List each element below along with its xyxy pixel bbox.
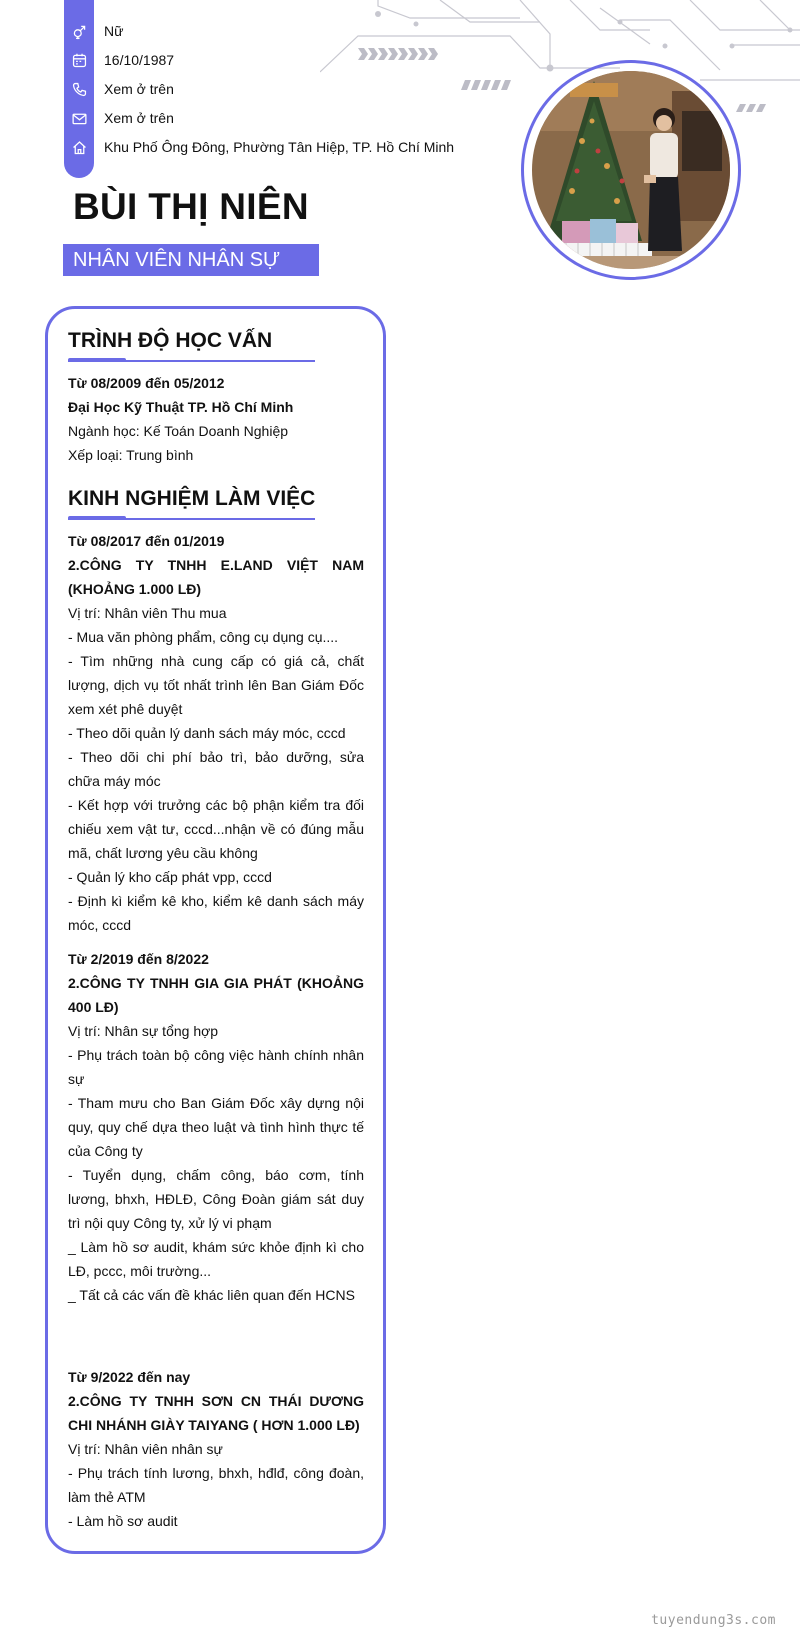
candidate-name: BÙI THỊ NIÊN	[73, 186, 309, 227]
job-duty: - Phụ trách toàn bộ công việc hành chính nhân sự	[68, 1047, 364, 1087]
job-company: 2.CÔNG TY TNHH E.LAND VIỆT NAM (KHOẢNG 1.000 LĐ)	[68, 557, 364, 597]
home-icon	[64, 132, 94, 162]
job-company: 2.CÔNG TY TNHH GIA GIA PHÁT (KHOẢNG 400 LĐ)	[68, 975, 364, 1015]
info-gender	[64, 16, 123, 46]
job-duty: - Phụ trách tính lương, bhxh, hđlđ, công đoàn, làm thẻ ATM	[68, 1465, 364, 1505]
job-duty: - Tham mưu cho Ban Giám Đốc xây dựng nội quy, quy chế dựa theo luật và tình hình thực tế của Công ty	[68, 1095, 364, 1159]
job-duty: - Tìm những nhà cung cấp có giá cả, chất lượng, dịch vụ tốt nhất trình lên Ban Giám Đốc xem xét phê duyệt	[68, 653, 364, 717]
education-grade: Xếp loại: Trung bình	[68, 447, 194, 463]
email-icon	[64, 103, 94, 133]
position-text: NHÂN VIÊN NHÂN SỰ	[73, 248, 281, 271]
job-period: Từ 08/2017 đến 01/2019	[68, 533, 225, 549]
experience-underline	[68, 516, 315, 521]
gender-icon	[64, 16, 94, 46]
experience-heading: KINH NGHIỆM LÀM VIỆC	[68, 487, 316, 510]
job-period: Từ 9/2022 đến nay	[68, 1369, 191, 1385]
job-duty: - Theo dõi quản lý danh sách máy móc, cccd	[68, 725, 346, 741]
job-company: 2.CÔNG TY TNHH SƠN CN THÁI DƯƠNG CHI NHÁNH GIÀY TAIYANG ( HƠN 1.000 LĐ)	[68, 1393, 364, 1433]
job-entry	[68, 1365, 364, 1533]
job-role: Vị trí: Nhân viên nhân sự	[68, 1441, 223, 1457]
gender-text: Nữ	[104, 23, 124, 39]
education-underline	[68, 358, 315, 363]
job-entry	[68, 529, 364, 937]
job-role: Vị trí: Nhân sự tổng hợp	[68, 1023, 219, 1039]
job-period: Từ 2/2019 đến 8/2022	[68, 951, 209, 967]
job-duty: - Quản lý kho cấp phát vpp, cccd	[68, 869, 272, 885]
content-column	[68, 326, 364, 1533]
job-duty: _ Tất cả các vấn đề khác liên quan đến HCNS	[68, 1287, 355, 1303]
phone-icon	[64, 74, 94, 104]
job-role: Vị trí: Nhân viên Thu mua	[68, 605, 227, 621]
education-school: Đại Học Kỹ Thuật TP. Hồ Chí Minh	[68, 399, 294, 415]
calendar-icon	[64, 45, 94, 75]
job-duty: _ Làm hồ sơ audit, khám sức khỏe định kì cho LĐ, pccc, môi trường...	[68, 1239, 364, 1279]
info-birthday	[64, 45, 174, 75]
footer-watermark: tuyendung3s.com	[651, 1613, 776, 1628]
info-address	[64, 132, 454, 162]
job-duty: - Làm hồ sơ audit	[68, 1513, 178, 1529]
job-entry	[68, 947, 364, 1307]
position-banner	[63, 244, 319, 276]
address-text: Khu Phố Ông Đông, Phường Tân Hiệp, TP. Hồ Chí Minh	[104, 139, 455, 155]
job-duty: - Định kì kiểm kê kho, kiểm kê danh sách máy móc, cccd	[68, 893, 364, 933]
info-phone	[64, 74, 174, 104]
education-major: Ngành học: Kế Toán Doanh Nghiệp	[68, 423, 289, 439]
job-duty: - Mua văn phòng phẩm, công cụ dụng cụ....	[68, 629, 339, 645]
job-duty: - Kết hợp với trưởng các bộ phận kiểm tra đối chiếu xem vật tư, cccd...nhận về có đúng mẫu mã, chất lương yêu cầu không	[68, 797, 364, 861]
phone-text: Xem ở trên	[104, 81, 174, 97]
avatar-photo	[532, 71, 730, 269]
birthday-text: 16/10/1987	[104, 52, 175, 68]
avatar	[521, 60, 741, 280]
job-duty: - Tuyển dụng, chấm công, báo cơm, tính lương, bhxh, HĐLĐ, Công Đoàn giám sát duy trì nội quy Công ty, xử lý vi phạm	[68, 1167, 364, 1231]
info-email	[64, 103, 174, 133]
job-duty: - Theo dõi chi phí bảo trì, bảo dưỡng, sửa chữa máy móc	[68, 749, 364, 789]
education-heading: TRÌNH ĐỘ HỌC VẤN	[68, 329, 273, 352]
email-text: Xem ở trên	[104, 110, 174, 126]
education-period: Từ 08/2009 đến 05/2012	[68, 375, 225, 391]
